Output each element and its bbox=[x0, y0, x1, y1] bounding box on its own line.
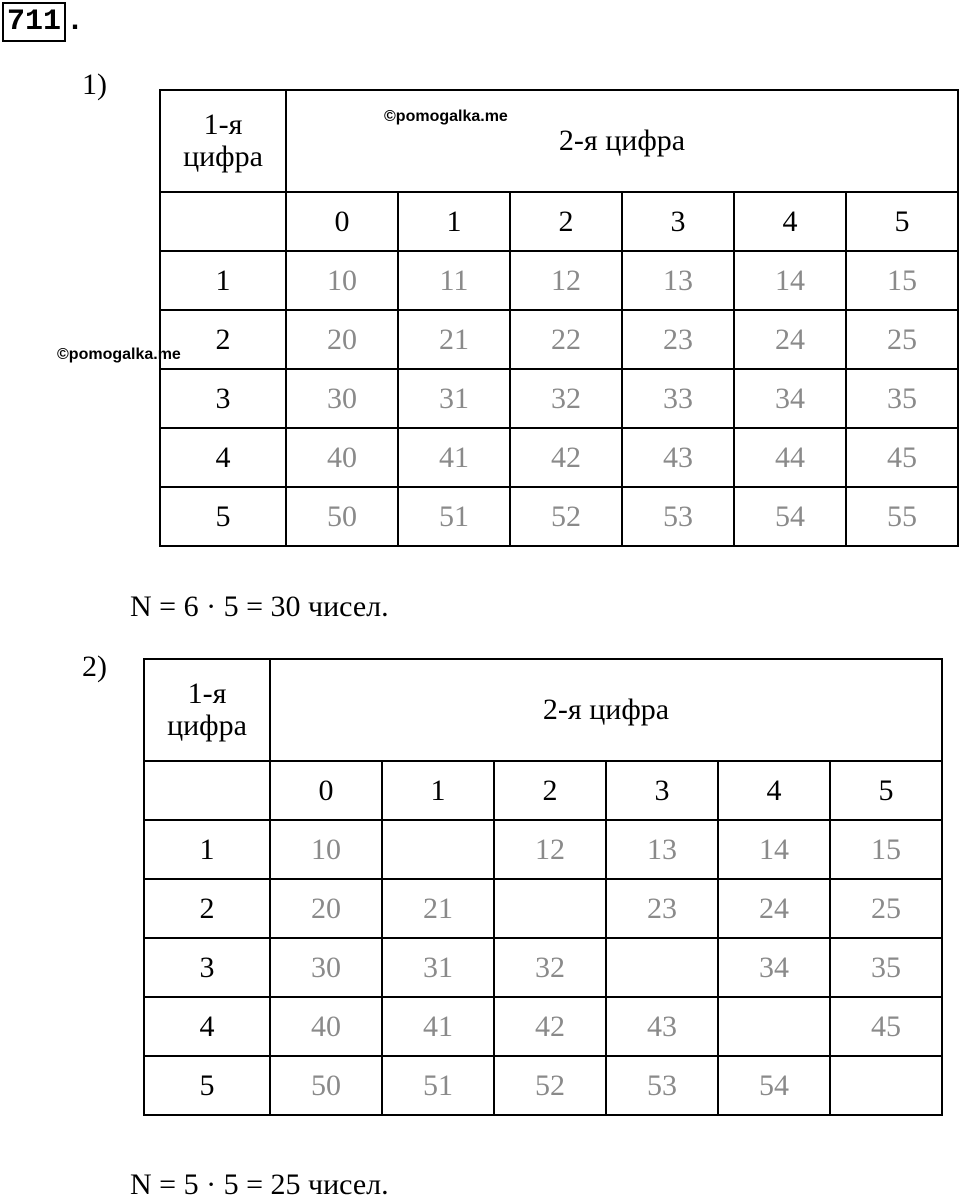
table-cell: 42 bbox=[494, 997, 606, 1056]
table-cell: 31 bbox=[398, 369, 510, 428]
watermark: ©pomogalka.me bbox=[57, 346, 181, 363]
table-cell: 41 bbox=[382, 997, 494, 1056]
table-cell bbox=[830, 1056, 942, 1115]
table-cell bbox=[606, 938, 718, 997]
table-cell: 51 bbox=[398, 487, 510, 546]
table-cell: 14 bbox=[734, 251, 846, 310]
table-cell: 35 bbox=[830, 938, 942, 997]
table-row bbox=[160, 428, 958, 487]
column-header-row bbox=[144, 761, 942, 820]
part-2-label: 2) bbox=[82, 650, 107, 683]
table-cell bbox=[494, 879, 606, 938]
table-cell: 41 bbox=[398, 428, 510, 487]
column-header: 2 bbox=[494, 761, 606, 820]
table-cell: 21 bbox=[398, 310, 510, 369]
table-cell: 14 bbox=[718, 820, 830, 879]
table-cell: 20 bbox=[270, 879, 382, 938]
column-header: 4 bbox=[734, 192, 846, 251]
column-header: 5 bbox=[830, 761, 942, 820]
column-header: 1 bbox=[398, 192, 510, 251]
table-cell: 50 bbox=[270, 1056, 382, 1115]
table-row bbox=[144, 879, 942, 938]
column-header: 3 bbox=[606, 761, 718, 820]
table-cell: 50 bbox=[286, 487, 398, 546]
row-header: 2 bbox=[160, 310, 286, 369]
row-header: 2 bbox=[144, 879, 270, 938]
table-cell: 33 bbox=[622, 369, 734, 428]
table-cell: 40 bbox=[286, 428, 398, 487]
table-cell: 44 bbox=[734, 428, 846, 487]
table-cell: 13 bbox=[606, 820, 718, 879]
column-header: 4 bbox=[718, 761, 830, 820]
table-cell: 52 bbox=[494, 1056, 606, 1115]
table-row bbox=[144, 938, 942, 997]
table-row bbox=[144, 1056, 942, 1115]
digits-table-1 bbox=[159, 89, 959, 547]
table-row bbox=[160, 487, 958, 546]
first-digit-header: 1-я цифра bbox=[160, 90, 286, 192]
column-header-row bbox=[160, 192, 958, 251]
table-cell: 43 bbox=[606, 997, 718, 1056]
row-header: 1 bbox=[160, 251, 286, 310]
watermark: ©pomogalka.me bbox=[384, 108, 508, 125]
table-cell: 23 bbox=[606, 879, 718, 938]
column-header: 2 bbox=[510, 192, 622, 251]
table-cell: 42 bbox=[510, 428, 622, 487]
table-cell: 45 bbox=[846, 428, 958, 487]
column-header: 0 bbox=[286, 192, 398, 251]
table-cell: 43 bbox=[622, 428, 734, 487]
row-header: 3 bbox=[144, 938, 270, 997]
table-cell: 55 bbox=[846, 487, 958, 546]
table-header-row bbox=[144, 659, 942, 761]
table-cell bbox=[382, 820, 494, 879]
table-cell bbox=[718, 997, 830, 1056]
table-cell: 51 bbox=[382, 1056, 494, 1115]
row-header: 1 bbox=[144, 820, 270, 879]
first-digit-header: 1-я цифра bbox=[144, 659, 270, 761]
problem-number-dot: . bbox=[66, 5, 85, 39]
table-cell: 54 bbox=[718, 1056, 830, 1115]
table-cell: 10 bbox=[286, 251, 398, 310]
table-cell: 12 bbox=[510, 251, 622, 310]
second-digit-header: 2-я цифра bbox=[286, 90, 958, 192]
table-row bbox=[144, 820, 942, 879]
table-cell: 34 bbox=[734, 369, 846, 428]
table-cell: 23 bbox=[622, 310, 734, 369]
table-cell: 32 bbox=[494, 938, 606, 997]
formula-2: N = 5 · 5 = 25 чисел. bbox=[130, 1168, 389, 1201]
row-header: 4 bbox=[160, 428, 286, 487]
table-cell: 10 bbox=[270, 820, 382, 879]
column-header: 3 bbox=[622, 192, 734, 251]
table-header-row bbox=[160, 90, 958, 192]
problem-number-box: 711 bbox=[2, 2, 66, 42]
problem-number bbox=[2, 2, 84, 42]
table-cell: 53 bbox=[622, 487, 734, 546]
table-row bbox=[160, 369, 958, 428]
table-cell: 15 bbox=[830, 820, 942, 879]
table-cell: 24 bbox=[718, 879, 830, 938]
table-cell: 12 bbox=[494, 820, 606, 879]
table-row bbox=[160, 251, 958, 310]
table-cell: 13 bbox=[622, 251, 734, 310]
table-cell: 25 bbox=[846, 310, 958, 369]
table-cell: 52 bbox=[510, 487, 622, 546]
table-cell: 31 bbox=[382, 938, 494, 997]
table-cell: 21 bbox=[382, 879, 494, 938]
column-header: 5 bbox=[846, 192, 958, 251]
corner-cell bbox=[160, 192, 286, 251]
corner-cell bbox=[144, 761, 270, 820]
table-cell: 35 bbox=[846, 369, 958, 428]
table-cell: 20 bbox=[286, 310, 398, 369]
table-cell: 30 bbox=[270, 938, 382, 997]
row-header: 5 bbox=[160, 487, 286, 546]
column-header: 0 bbox=[270, 761, 382, 820]
table-cell: 53 bbox=[606, 1056, 718, 1115]
table-cell: 40 bbox=[270, 997, 382, 1056]
second-digit-header: 2-я цифра bbox=[270, 659, 942, 761]
table-cell: 15 bbox=[846, 251, 958, 310]
table-cell: 34 bbox=[718, 938, 830, 997]
table-row bbox=[144, 997, 942, 1056]
formula-1: N = 6 · 5 = 30 чисел. bbox=[130, 590, 389, 623]
table-cell: 32 bbox=[510, 369, 622, 428]
table-cell: 24 bbox=[734, 310, 846, 369]
row-header: 5 bbox=[144, 1056, 270, 1115]
digits-table-2 bbox=[143, 658, 943, 1116]
table-cell: 25 bbox=[830, 879, 942, 938]
column-header: 1 bbox=[382, 761, 494, 820]
table-cell: 30 bbox=[286, 369, 398, 428]
table-cell: 11 bbox=[398, 251, 510, 310]
row-header: 4 bbox=[144, 997, 270, 1056]
table-cell: 22 bbox=[510, 310, 622, 369]
row-header: 3 bbox=[160, 369, 286, 428]
table-cell: 54 bbox=[734, 487, 846, 546]
part-1-label: 1) bbox=[82, 68, 107, 101]
table-cell: 45 bbox=[830, 997, 942, 1056]
table-row bbox=[160, 310, 958, 369]
